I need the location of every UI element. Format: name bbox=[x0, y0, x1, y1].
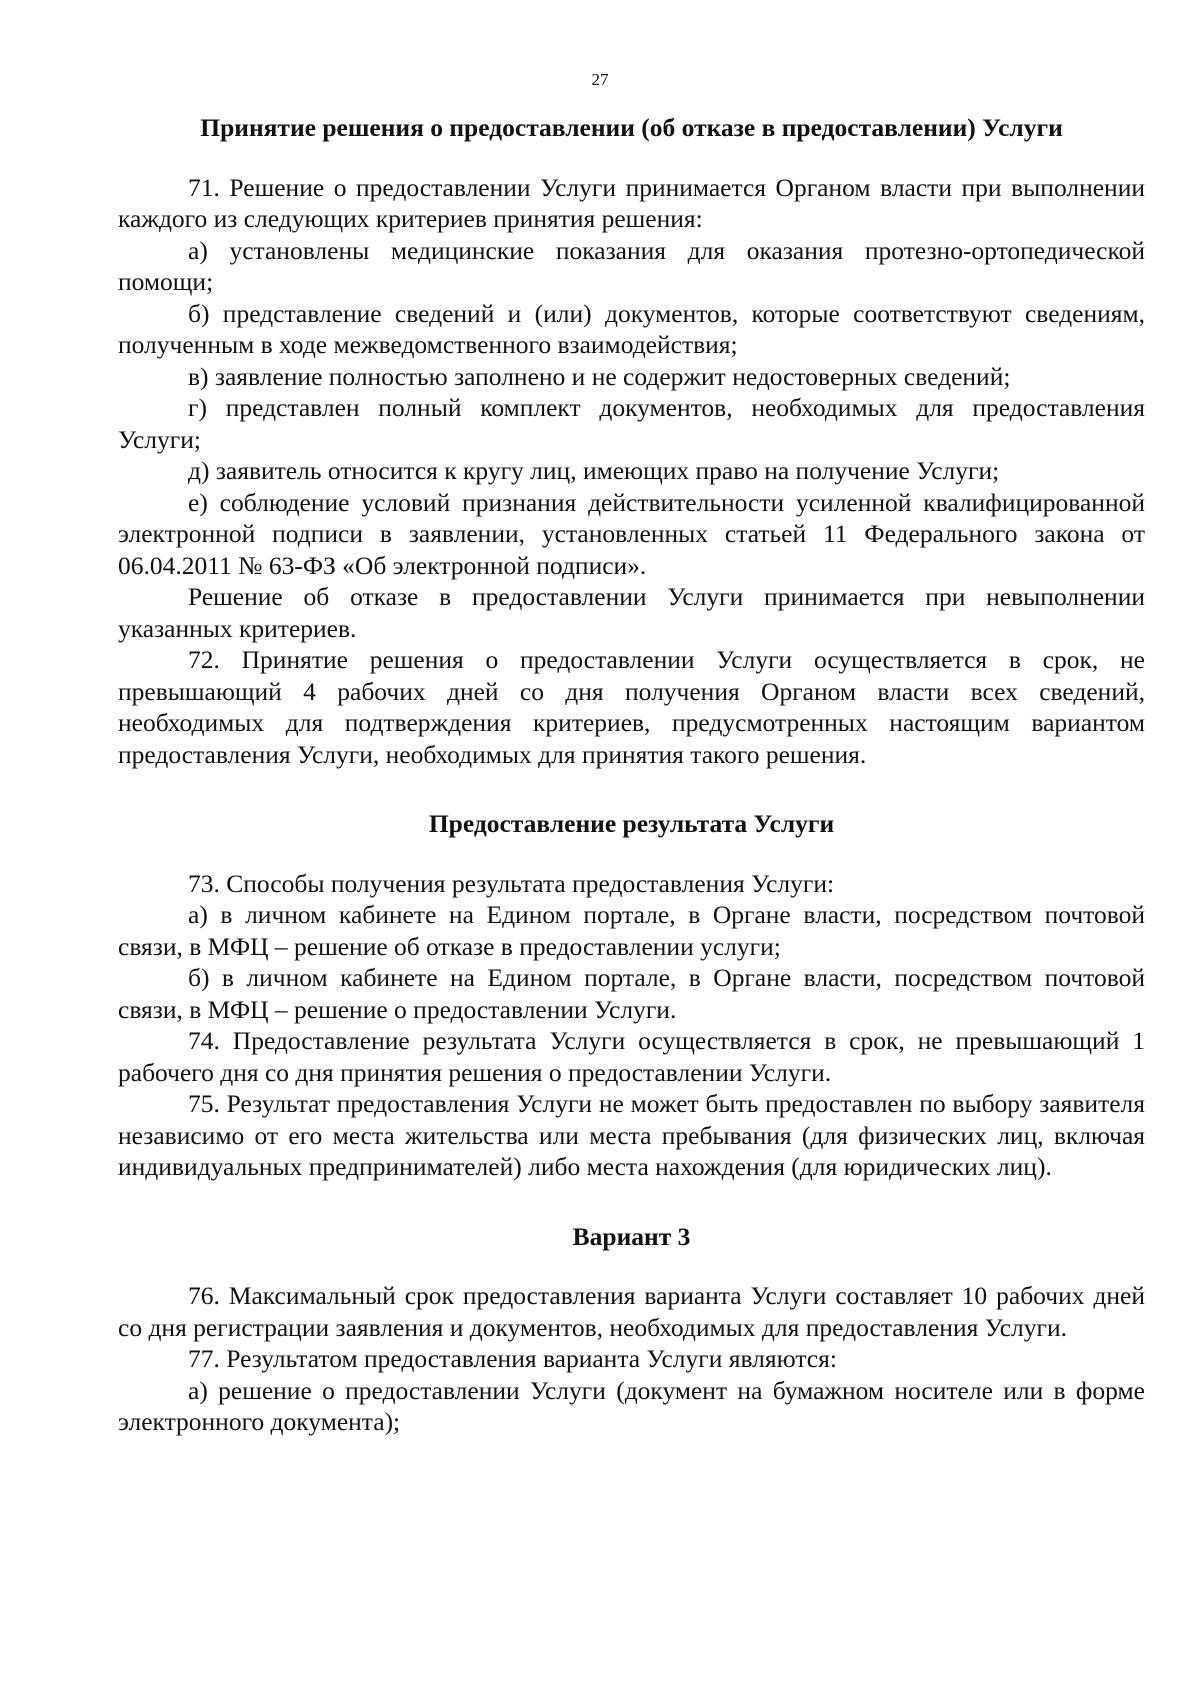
criterion-a: а) установлены медицинские показания для оказания протезно-ортопедической помощи; bbox=[118, 235, 1145, 296]
criterion-g: г) представлен полный комплект документов, необходимых для предоставления Услуги; bbox=[118, 393, 1145, 454]
paragraph-73: 73. Способы получения результата предоставления Услуги: bbox=[188, 868, 835, 898]
document-body bbox=[118, 112, 1145, 1438]
paragraph-76: 76. Максимальный срок предоставления варианта Услуги составляет 10 рабочих дней со дня регистрации заявления и документов, необходимых для предоставления Услуги. bbox=[118, 1281, 1145, 1342]
method-a: а) в личном кабинете на Едином портале, в Органе власти, посредством почтовой связи, в МФЦ – решение об отказе в предоставлении услуги; bbox=[118, 900, 1145, 961]
paragraph-72: 72. Принятие решения о предоставлении Услуги осуществляется в срок, не превышающий 4 рабочих дней со дня получения Органом власти всех сведений, необходимых для подтверждения критериев, предусмотренных настоящим вариантом предоставления Услуги, необходимых для принятия такого решения. bbox=[118, 645, 1145, 769]
paragraph-71: 71. Решение о предоставлении Услуги принимается Органом власти при выполнении каждого из следующих критериев принятия решения: bbox=[118, 172, 1145, 233]
paragraph-77: 77. Результатом предоставления варианта Услуги являются: bbox=[188, 1344, 837, 1373]
result-a: а) решение о предоставлении Услуги (документ на бумажном носителе или в форме электронного документа); bbox=[118, 1375, 1145, 1436]
section-heading-variant-3: Вариант 3 bbox=[572, 1221, 691, 1251]
criterion-e: е) соблюдение условий признания действительности усиленной квалифицированной электронной подписи в заявлении, установленных статьей 11 Федерального закона от 06.04.2011 № 63-ФЗ «Об электронной подписи». bbox=[118, 487, 1145, 580]
section-heading-result: Предоставление результата Услуги bbox=[428, 809, 835, 838]
method-b: б) в личном кабинете на Едином портале, в Органе власти, посредством почтовой связи, в МФЦ – решение о предоставлении Услуги. bbox=[118, 963, 1145, 1024]
paragraph-74: 74. Предоставление результата Услуги осуществляется в срок, не превышающий 1 рабочего дня со дня принятия решения о предоставлении Услуги. bbox=[118, 1026, 1145, 1087]
section-heading-decision: Принятие решения о предоставлении (об отказе в предоставлении) Услуги bbox=[200, 113, 1063, 142]
page-number: 27 bbox=[591, 70, 609, 89]
refusal-paragraph: Решение об отказе в предоставлении Услуги принимается при невыполнении указанных критериев. bbox=[118, 582, 1145, 643]
paragraph-75: 75. Результат предоставления Услуги не может быть предоставлен по выбору заявителя независимо от его места жительства или места пребывания (для физических лиц, включая индивидуальных предпринимателей) либо места нахождения (для юридических лиц). bbox=[118, 1089, 1145, 1181]
criterion-v: в) заявление полностью заполнено и не содержит недостоверных сведений; bbox=[188, 361, 1011, 391]
criterion-b: б) представление сведений и (или) документов, которые соответствуют сведениям, полученным в ходе межведомственного взаимодействия; bbox=[118, 298, 1145, 359]
criterion-d: д) заявитель относится к кругу лиц, имеющих право на получение Услуги; bbox=[188, 456, 1000, 485]
